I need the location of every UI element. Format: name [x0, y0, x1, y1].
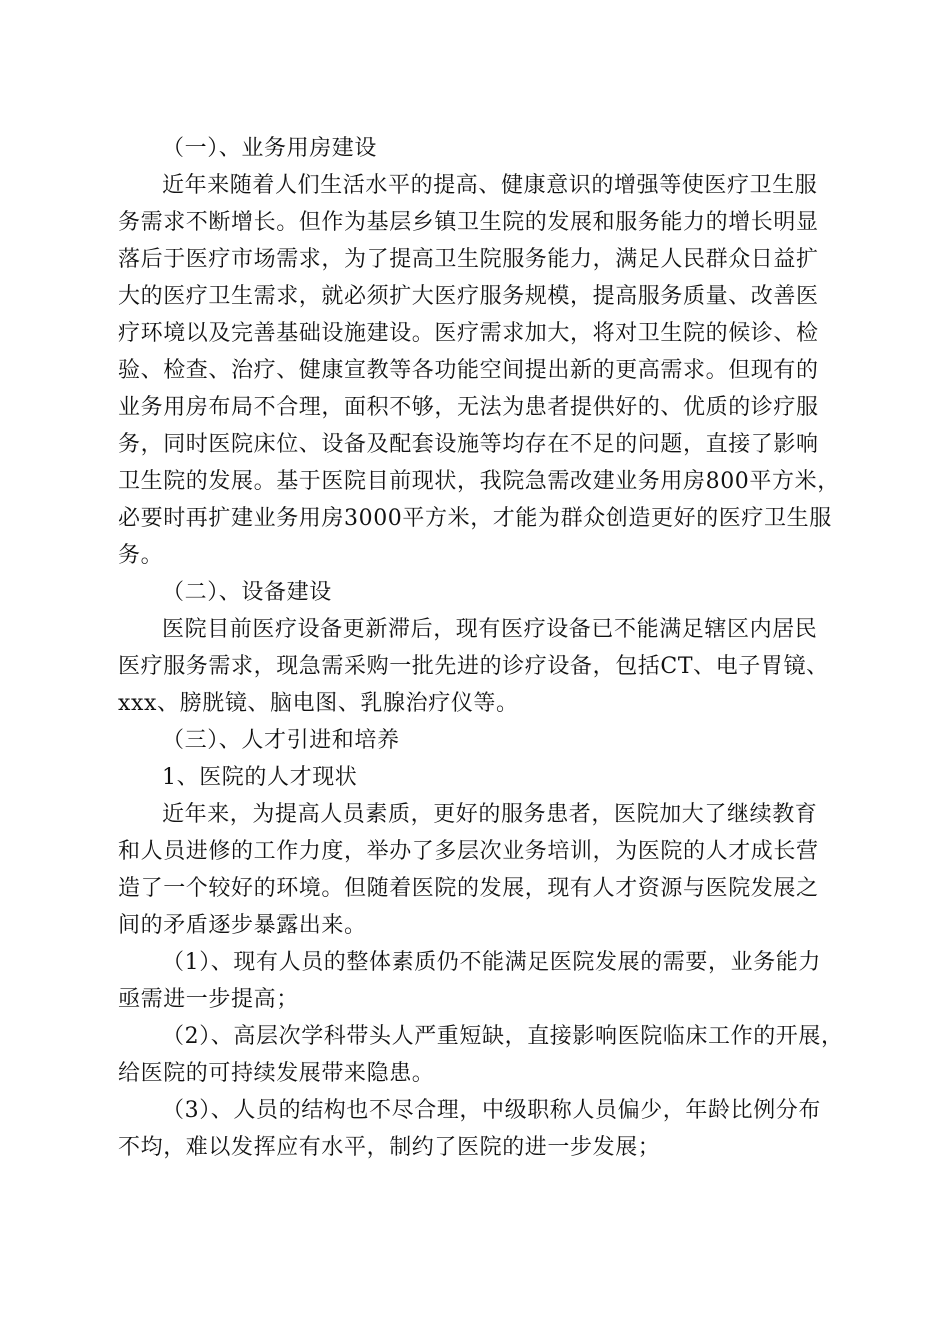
section-heading-3: （三）、人才引进和培养 [162, 728, 400, 753]
paragraph-line: 务需求不断增长。但作为基层乡镇卫生院的发展和服务能力的增长明显 [118, 210, 819, 235]
list-item: （3）、人员的结构也不尽合理，中级职称人员偏少，年龄比例分布 [162, 1098, 821, 1123]
paragraph-line: 近年来随着人们生活水平的提高、健康意识的增强等使医疗卫生服 [162, 173, 818, 198]
paragraph-line: xxx、膀胱镜、脑电图、乳腺治疗仪等。 [118, 691, 519, 716]
paragraph-line: 落后于医疗市场需求，为了提高卫生院服务能力，满足人民群众日益扩 [118, 247, 819, 272]
paragraph-line: 验、检查、治疗、健康宣教等各功能空间提出新的更高需求。但现有的 [118, 358, 819, 383]
section-heading-2: （二）、设备建设 [162, 580, 332, 605]
paragraph-line: 业务用房布局不合理，面积不够，无法为患者提供好的、优质的诊疗服 [118, 395, 819, 420]
subsection-heading: 1、医院的人才现状 [162, 765, 358, 790]
list-item-continuation: 不均，难以发挥应有水平，制约了医院的进一步发展； [118, 1135, 661, 1160]
paragraph-line: 疗环境以及完善基础设施建设。医疗需求加大，将对卫生院的候诊、检 [118, 321, 819, 346]
list-item-continuation: 亟需进一步提高； [118, 987, 299, 1012]
paragraph-line: 务，同时医院床位、设备及配套设施等均存在不足的问题，直接了影响 [118, 432, 819, 457]
list-item: （1）、现有人员的整体素质仍不能满足医院发展的需要，业务能力 [162, 950, 821, 975]
list-item: （2）、高层次学科带头人严重短缺，直接影响医院临床工作的开展， [162, 1024, 844, 1049]
paragraph-line: 造了一个较好的环境。但随着医院的发展，现有人才资源与医院发展之 [118, 876, 819, 901]
paragraph-line: 近年来，为提高人员素质，更好的服务患者，医院加大了继续教育 [162, 802, 818, 827]
paragraph-line: 大的医疗卫生需求，就必须扩大医疗服务规模，提高服务质量、改善医 [118, 284, 819, 309]
paragraph-line: 卫生院的发展。基于医院目前现状，我院急需改建业务用房800平方米， [118, 469, 840, 494]
paragraph-line: 和人员进修的工作力度，举办了多层次业务培训，为医院的人才成长营 [118, 839, 819, 864]
list-item-continuation: 给医院的可持续发展带来隐患。 [118, 1061, 435, 1086]
paragraph-line: 务。 [118, 543, 164, 568]
paragraph-line: 医院目前医疗设备更新滞后，现有医疗设备已不能满足辖区内居民 [162, 617, 818, 642]
section-heading-1: （一）、业务用房建设 [162, 136, 378, 161]
paragraph-line: 医疗服务需求，现急需采购一批先进的诊疗设备，包括CT、电子胃镜、 [118, 654, 829, 679]
paragraph-line: 间的矛盾逐步暴露出来。 [118, 913, 367, 938]
paragraph-line: 必要时再扩建业务用房3000平方米，才能为群众创造更好的医疗卫生服 [118, 506, 832, 531]
